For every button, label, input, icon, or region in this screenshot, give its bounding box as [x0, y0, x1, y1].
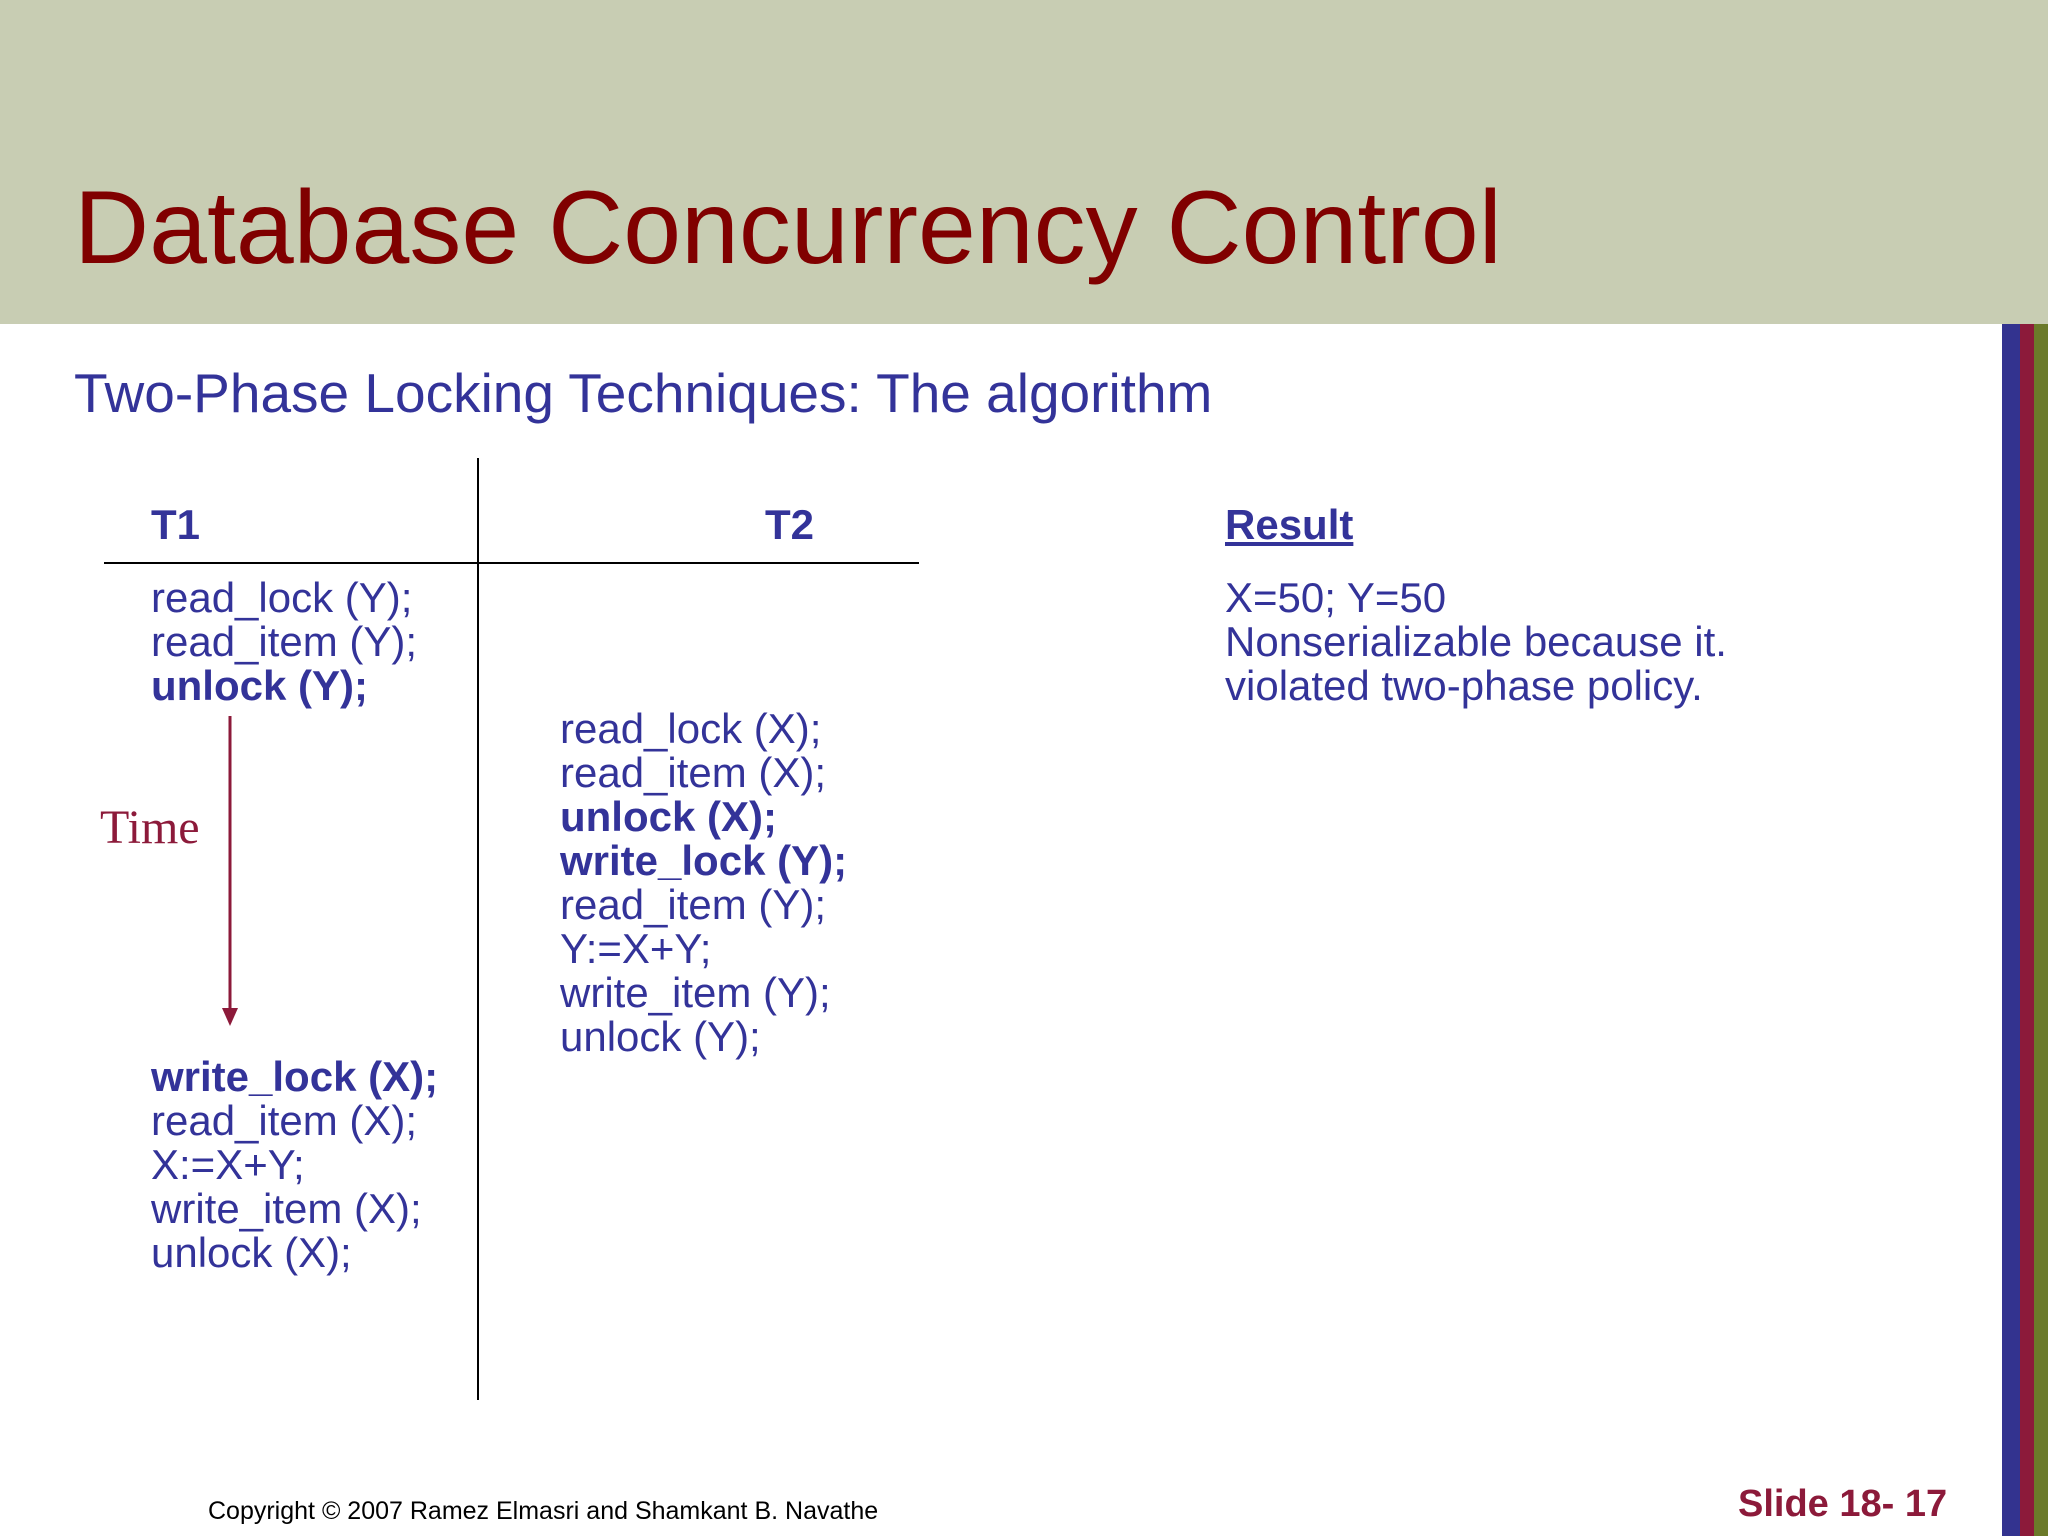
slide-subtitle: Two-Phase Locking Techniques: The algorithm [74, 362, 1213, 424]
t1-operations-before-line: read_lock (Y); [151, 574, 413, 621]
column-header-result: Result [1225, 501, 1354, 548]
table-header-divider [104, 562, 919, 564]
stripe-green [2034, 324, 2048, 1536]
t1-operations-before-line: unlock (Y); [151, 662, 368, 709]
t1-operations-after [151, 1055, 438, 1275]
t2-operations-line: read_lock (X); [560, 705, 822, 752]
t1-operations-after-line: write_item (X); [151, 1185, 422, 1232]
column-header-t2: T2 [765, 501, 815, 548]
t2-operations-line: write_item (Y); [560, 969, 831, 1016]
time-label: Time [100, 801, 200, 854]
t2-operations-line: read_item (X); [560, 749, 827, 796]
t1-operations-after-line: X:=X+Y; [151, 1141, 305, 1188]
column-header-t1: T1 [151, 501, 201, 548]
decorative-stripes [2002, 324, 2048, 1536]
result-description-line: X=50; Y=50 [1225, 574, 1447, 621]
t1-operations-before-line: read_item (Y); [151, 618, 418, 665]
t2-operations-line: unlock (Y); [560, 1013, 761, 1060]
t1-operations-after-line: write_lock (X); [151, 1053, 439, 1100]
t1-operations-after-line: read_item (X); [151, 1097, 418, 1144]
stripe-red [2020, 324, 2034, 1536]
result-description-line: Nonserializable because it. [1225, 618, 1727, 665]
t2-operations-line: unlock (X); [560, 793, 777, 840]
table-column-divider [477, 458, 479, 1400]
t2-operations-line: Y:=X+Y; [560, 925, 712, 972]
time-arrow-icon [220, 716, 240, 1026]
t1-operations-after-line: unlock (X); [151, 1229, 352, 1276]
t2-operations [560, 707, 847, 1059]
slide-number: Slide 18- 17 [1738, 1483, 1948, 1525]
t2-operations-line: read_item (Y); [560, 881, 827, 928]
result-description-line: violated two-phase policy. [1225, 662, 1703, 709]
slide-title: Database Concurrency Control [74, 170, 1502, 286]
t1-operations-before [151, 576, 417, 708]
t2-operations-line: write_lock (Y); [560, 837, 848, 884]
result-description [1225, 576, 1727, 708]
stripe-blue [2002, 324, 2020, 1536]
copyright-notice: Copyright © 2007 Ramez Elmasri and Shamkant B. Navathe [208, 1497, 879, 1525]
